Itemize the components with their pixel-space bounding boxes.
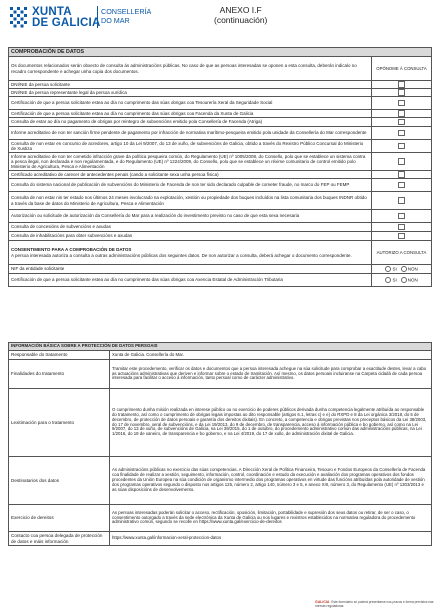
annex-title: ANEXO I.F	[219, 5, 262, 15]
verification-row: DNI/NIE da persoa representante legal da persoa xurídica	[9, 89, 372, 97]
info-key: Contacto coa persoa delegada de protección de datos e máis información	[9, 532, 110, 546]
oppose-checkbox[interactable]	[398, 171, 405, 178]
verification-row: Consulta de inhabilitacións para obter subvencións e axudas	[9, 232, 372, 241]
info-value: O cumprimento dunha misión realizada en interese público ou no exercicio de poderes públicos derivada dunha competencia legalmente atribuída ao responsable do tratamento, así como o cumprimento de obrigas legais impostas ao dito responsable (artigos 6.1, letras c) e e) do RXPD e 8 da Lei orgánica 3/2018, do 5 de decembro, de protección de datos persoais e garantía dos dereitos dixitais). En concreto, a competencia e obrigas previstas nos preceptos básicos da Lei 38/2003, do 17 de novembro, xeral de subvencións, e da Lei 19/2013, do 9 de decembro, de transparencia, acceso á información pública e bo goberno, así como na Lei 9/2007, do 13 de xuño, de subvencións de Galicia, na Lei 39/2015, do 1 de outubro, do procedemento administrativo común das administracións públicas, na Lei 1/2016, do 18 de xaneiro, de transparencia e bo goberno, e na Lei 4/2019, do 17 de xullo, de administración dixital de Galicia.	[110, 389, 432, 457]
info-key: Finalidades do tratamento	[9, 360, 110, 389]
verification-row: Consulta do sistema nacional de publicación de subvencións do Ministerio de Facenda de non ter sido declarado culpable de cometer fraude, no marco do FEP ou FEMP	[9, 179, 372, 192]
oppose-checkbox[interactable]	[398, 224, 405, 231]
footer-text: Este formulario só poderá presentarse nos prazos e forma previstos nas normas reguladoras.	[315, 600, 434, 608]
consent-row: Certificación de que a persoa solicitante estea ao día no cumprimento das súas obrigas coa Axencia Estatal de Administración Tributaria	[9, 274, 372, 287]
oppose-checkbox[interactable]	[398, 100, 405, 107]
oppose-checkbox[interactable]	[398, 119, 405, 126]
oppose-checkbox[interactable]	[398, 81, 405, 88]
oppose-checkbox[interactable]	[398, 89, 405, 96]
info-value[interactable]	[110, 532, 432, 546]
verification-row: Certificación de que a persoa solicitante estea ao día no cumprimento das súas obrigas coa Tesourería Xeral da Seguridade Social	[9, 97, 372, 110]
verification-intro: Os documentos relacionados serán obxecto de consulta ás administracións públicas. No caso de que as persoas interesadas se oponen a esta consulta, deberán indicalo no recadro correspondente e achegar unha copia dos documentos.	[9, 57, 372, 81]
consent-block	[9, 241, 372, 265]
oppose-checkbox[interactable]	[398, 158, 405, 165]
verification-row: Certificado acreditativo de carecer de antecedentes penais (cando a solicitante sexa unha persoa física)	[9, 171, 372, 179]
consent-choice	[372, 274, 432, 287]
no-radio[interactable]	[401, 266, 407, 272]
info-key: Exercicio de dereitos	[9, 505, 110, 532]
verification-row: DNI/NIE da persoa solicitante	[9, 81, 372, 89]
verification-row: Informe acreditativo de non ter sanción firme pendente de pagamento por infracción de normativa marítimo-pesqueira emitido pola unidade da Consellería do Mar correspondente	[9, 127, 372, 140]
consent-title: CONSENTIMENTO PARA A COMPROBACIÓN DE DATOS	[11, 247, 132, 253]
verification-title: COMPROBACIÓN DE DATOS	[9, 48, 432, 57]
info-key: Responsable do tratamento	[9, 351, 110, 360]
oppose-checkbox[interactable]	[398, 197, 405, 204]
oppose-checkbox[interactable]	[398, 213, 405, 220]
info-key: Lexitimación para o tratamento	[9, 389, 110, 457]
no-radio[interactable]	[401, 277, 407, 283]
verification-row: Autorización ou solicitude de autorización da Consellería do Mar para a realización do investimento previsto no caso de que esta sexa necesaria	[9, 210, 372, 223]
logo-divider	[97, 6, 98, 28]
xunta-logo	[9, 5, 169, 35]
logo-line-1: XUNTA	[32, 6, 72, 18]
verification-row: Consulta de concesións de subvencións e axudas	[9, 223, 372, 232]
no-label: NON	[407, 277, 418, 283]
oppose-checkbox[interactable]	[398, 233, 405, 240]
footer	[315, 601, 437, 613]
data-protection-title: INFORMACIÓN BÁSICA SOBRE A PROTECCIÓN DE DATOS PERSOAIS	[9, 343, 432, 351]
oppose-checkbox[interactable]	[398, 143, 405, 150]
info-value: As administracións públicas no exercicio das súas competencias. A Dirección Xeral de Política Financeira, Tesouro e Fondos Europeos da Consellería de Facenda coa finalidade de realizar a xestión, seguimento, información, control, coordinación e estudo da execución e avaliación dos programas operativos dos fondos procedentes da Unión Europea na súa condición de organismo intermedio dos programas operativos en virtude das funcións atribuídas pola autoridade de xestión dos programas operativos segundo o disposto nos artigos 125, número 2, artigo 140, número 3 e 5, e anexo XIII, número 3, do Regulamento (UE) nº 1303/2013 e as súas disposicións de desenvolvemento.	[110, 457, 432, 505]
info-key: Destinatarios dos datos	[9, 457, 110, 505]
xunta-emblem-icon	[9, 6, 29, 30]
oppose-checkbox[interactable]	[398, 110, 405, 117]
oppose-header: OPÓNOME Á CONSULTA	[372, 57, 432, 81]
info-link[interactable]: https://www.xunta.gal/informacion-xeral-proteccion-datos	[112, 535, 222, 541]
info-value: Tramitar este procedemento, verificar os datos e documentos que a persoa interesada achegue na súa solicitude para comprobar a exactitude destes, levar a cabo as actuacións administrativas que deriven e informar sobre o estado de tramitación. Así mesmo, os datos persoais incluiranse na Carpeta cidadá de cada persoa interesada para facilitar o acceso á información, tanto persoal como de carácter administrativo.	[110, 360, 432, 389]
verification-row: Consulta de non estar en concurso de acredores, artigo 10 da Lei 9/2007, do 13 de xuño, de subvencións de Galicia, obtido a través do Rexistro Público Concursal do Ministerio de Xustiza	[9, 140, 372, 153]
oppose-checkbox[interactable]	[398, 130, 405, 137]
verification-row: Informe acreditativo de non ter cometido infracción grave da política pesqueira común, do Regulamento (UE) nº 1005/2008, do Consello, polo que se establece un sistema contra a pesca ilegal, non declarada e non regulamentada, e do Regulamento (UE) nº 1224/2009, do Consello, polo que se establece un réxime comunitario de control emitido polo Ministerio de Agricultura, Pesca e Alimentación	[9, 153, 372, 171]
no-label: NON	[407, 266, 418, 272]
footer-brand: GALICIA	[315, 600, 330, 604]
verification-row: Certificación de que a persoa solicitante estea ao día no cumprimento das súas obrigas coa Facenda da Xunta de Galicia	[9, 110, 372, 118]
dept-line-2: DO MAR	[101, 16, 130, 25]
consent-choice	[372, 265, 432, 274]
yes-radio[interactable]	[385, 266, 391, 272]
annex-heading	[214, 5, 267, 25]
yes-label: SI	[392, 277, 397, 283]
verification-table	[8, 47, 432, 287]
info-value: As persoas interesadas poderán solicitar o acceso, rectificación, oposición, limitación, portabilidade e supresión dos seus datos ou retirar, de ser o caso, o consentimento outorgado a través da sede electrónica da Xunta de Galicia ou nos lugares e rexistros establecidos na normativa reguladora do procedemento administrativo común, segundo se recolle en https://www.xunta.gal/exercicio-de-dereitos	[110, 505, 432, 532]
authorize-header: AUTORIZO A CONSULTA	[372, 241, 432, 265]
oppose-checkbox[interactable]	[398, 182, 405, 189]
annex-subtitle: (continuación)	[214, 15, 268, 25]
consent-row: NIF da entidade solicitante	[9, 265, 372, 274]
dept-line-1: CONSELLERÍA	[101, 7, 152, 16]
logo-line-2: DE GALICIA	[32, 17, 101, 29]
data-protection-table	[8, 342, 432, 546]
yes-label: SI	[392, 266, 397, 272]
verification-row: Consulta de non estar nin ter estado nos últimos 24 meses involucrado na explotación, xestión ou propiedade dos buques incluídos na lista comunitaria dos buques INDNR obtido a través da base de datos do Ministerio de Agricultura, Pesca e Alimentación	[9, 192, 372, 210]
verification-row: Consulta de estar ao día no pagamento de obrigas por reintegro de subvencións emitido pola Consellería de Facenda (Atriga)	[9, 118, 372, 127]
yes-radio[interactable]	[385, 277, 391, 283]
info-value: Xunta de Galicia. Consellería do Mar.	[110, 351, 432, 360]
consent-text: A persoa interesada autoriza a consulta a outras administracións públicas dos seguintes datos. De non autorizar a consulta, deberá achegar o documento correspondente.	[11, 252, 352, 258]
